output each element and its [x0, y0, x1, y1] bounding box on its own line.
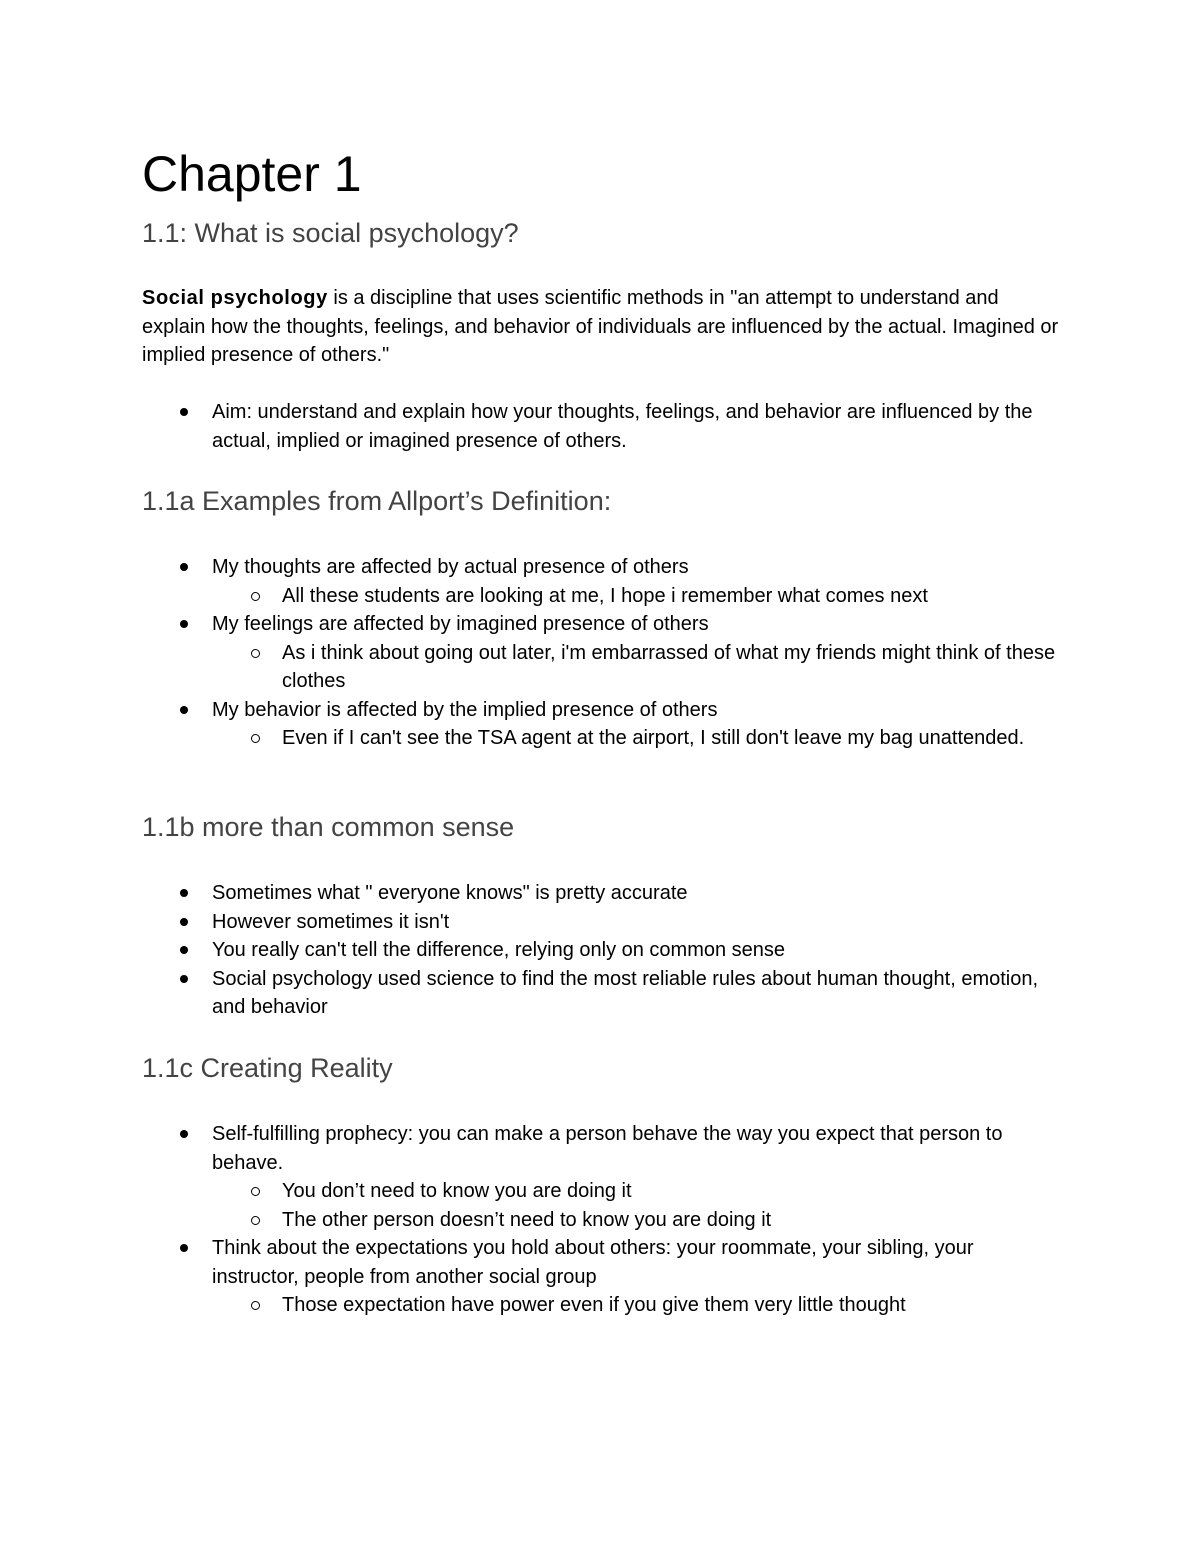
creating-reality-list	[142, 1120, 1062, 1320]
hollow-bullet-icon	[251, 1301, 260, 1310]
list-item: You really can't tell the difference, relying only on common sense	[142, 936, 1062, 965]
bullet-icon	[180, 620, 188, 628]
hollow-bullet-icon	[251, 734, 260, 743]
list-item: Sometimes what " everyone knows" is pretty accurate	[142, 879, 1062, 908]
document-title: Chapter 1	[142, 146, 362, 202]
heading-1-1: 1.1: What is social psychology?	[142, 218, 519, 248]
sub-list-item: The other person doesn’t need to know you are doing it	[142, 1206, 1062, 1235]
list-item: My thoughts are affected by actual presence of others	[142, 553, 1062, 582]
bullet-icon	[180, 918, 188, 926]
list-item: Think about the expectations you hold about others: your roommate, your sibling, your instructor, people from another social group	[142, 1234, 1062, 1291]
list-item: My behavior is affected by the implied presence of others	[142, 696, 1062, 725]
definition-paragraph	[142, 284, 1062, 370]
list-item: Aim: understand and explain how your thoughts, feelings, and behavior are influenced by the actual, implied or imagined presence of others.	[142, 398, 1062, 455]
sub-list-item: You don’t need to know you are doing it	[142, 1177, 1062, 1206]
sub-list-item: As i think about going out later, i'm embarrassed of what my friends might think of these clothes	[142, 639, 1062, 696]
bullet-icon	[180, 889, 188, 897]
bullet-icon	[180, 408, 188, 416]
sub-list-item: Those expectation have power even if you give them very little thought	[142, 1291, 1062, 1320]
heading-1-1c: 1.1c Creating Reality	[142, 1053, 393, 1083]
hollow-bullet-icon	[251, 1216, 260, 1225]
bullet-icon	[180, 975, 188, 983]
list-item: Self-fulfilling prophecy: you can make a person behave the way you expect that person to behave.	[142, 1120, 1062, 1177]
sub-list-item: Even if I can't see the TSA agent at the airport, I still don't leave my bag unattended.	[142, 724, 1062, 753]
bold-term: Social psychology	[142, 287, 328, 309]
bullet-icon	[180, 706, 188, 714]
common-sense-list	[142, 879, 1062, 1022]
bullet-icon	[180, 1244, 188, 1252]
aim-list	[142, 398, 1062, 455]
bullet-icon	[180, 563, 188, 571]
definition-text: is a discipline that uses scientific methods in "an attempt to understand and explain how the thoughts, feelings, and behavior of individuals are influenced by the actual. Imagined or implied presence of others."	[142, 287, 1059, 366]
heading-1-1b: 1.1b more than common sense	[142, 812, 515, 842]
allport-examples-list	[142, 553, 1062, 753]
hollow-bullet-icon	[251, 649, 260, 658]
list-item: My feelings are affected by imagined presence of others	[142, 610, 1062, 639]
sub-list-item: All these students are looking at me, I hope i remember what comes next	[142, 582, 1062, 611]
list-item: However sometimes it isn't	[142, 908, 1062, 937]
heading-1-1a: 1.1a Examples from Allport’s Definition:	[142, 486, 612, 516]
bullet-icon	[180, 946, 188, 954]
bullet-icon	[180, 1130, 188, 1138]
hollow-bullet-icon	[251, 592, 260, 601]
hollow-bullet-icon	[251, 1187, 260, 1196]
list-item: Social psychology used science to find the most reliable rules about human thought, emotion, and behavior	[142, 965, 1062, 1022]
